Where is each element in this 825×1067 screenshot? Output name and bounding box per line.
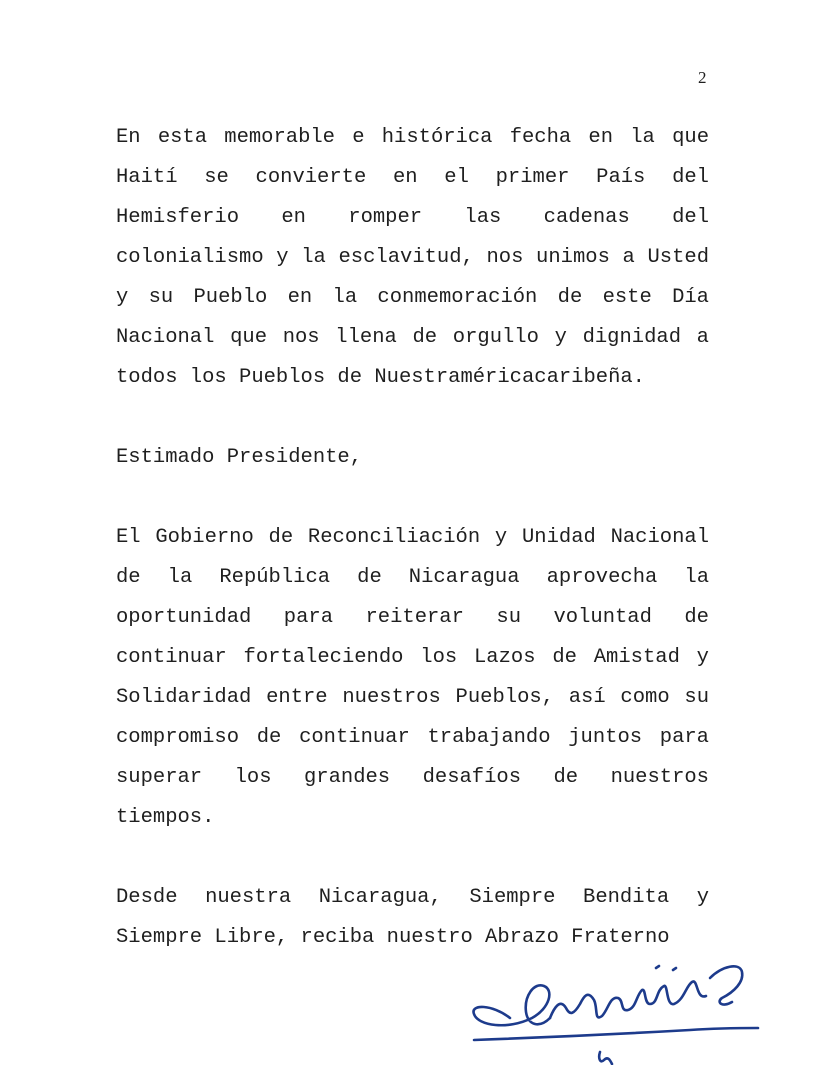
letter-body bbox=[116, 118, 709, 958]
paragraph-spacer bbox=[116, 398, 709, 438]
paragraph-anniversary: En esta memorable e histórica fecha en la que Haití se convierte en el primer País del Hemisferio en romper las cadenas del colonialismo y la esclavitud, nos unimos a Usted y su Pueblo en la conmemoración de este Día Nacional que nos llena de orgullo y dignidad a todos los Pueblos de Nuestraméricacaribeña. bbox=[116, 126, 709, 389]
page-number: 2 bbox=[698, 68, 707, 87]
paragraph-spacer bbox=[116, 478, 709, 518]
paragraph-government-commitment: El Gobierno de Reconciliación y Unidad Nacional de la República de Nicaragua aprovecha la oportunidad para reiterar su voluntad de continuar fortaleciendo los Lazos de Amistad y Solidaridad entre nuestros Pueblos, así como su compromiso de continuar trabajando juntos para superar los grandes desafíos de nuestros tiempos. bbox=[116, 526, 709, 829]
paragraph-closing: Desde nuestra Nicaragua, Siempre Bendita y Siempre Libre, reciba nuestro Abrazo Fraterno bbox=[116, 886, 709, 949]
paragraph-spacer bbox=[116, 838, 709, 878]
handwritten-signature bbox=[470, 960, 762, 1065]
salutation: Estimado Presidente, bbox=[116, 446, 363, 469]
